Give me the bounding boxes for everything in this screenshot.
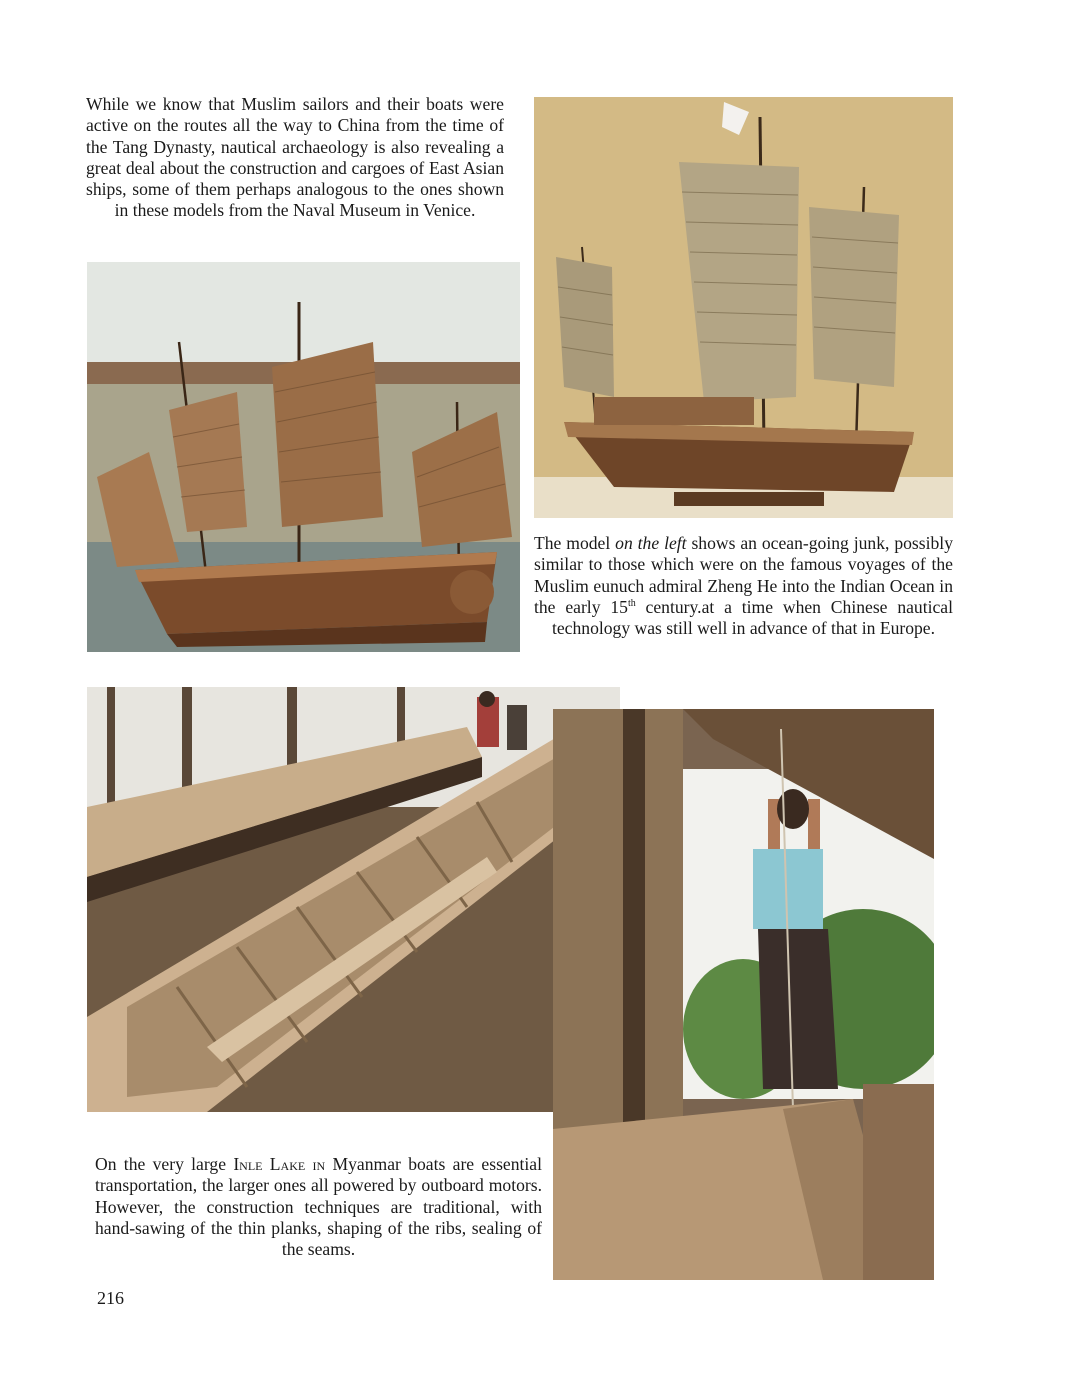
junk-model-caption: The model on the left shows an ocean-going junk, possibly similar to those which were on the famous voyages of the Muslim eunuch admiral Zheng He into the Indian Ocean in the early 15th century.at a time when Chinese nautical technology was still well in advance of that in Europe. [534, 533, 954, 639]
photo-hand-sawing [553, 709, 934, 1280]
photo-junk-model-left [87, 262, 520, 652]
photo-junk-model-right [534, 97, 953, 518]
intro-caption: While we know that Muslim sailors and their boats were active on the routes all the way to China from the time of the Tang Dynasty, nautical archaeology is also revealing a great deal about the construction and cargoes of East Asian ships, some of them perhaps analogous to the ones shown in these models from the Naval Museum in Venice. [86, 94, 504, 221]
photo-boat-construction [87, 687, 620, 1112]
inle-lake-caption: On the very large Inle Lake in Myanmar boats are essential transportation, the larger ones all powered by outboard motors. However, the construction techniques are traditional, with hand-sawing of the thin planks, shaping of the ribs, sealing of the seams. [95, 1154, 542, 1260]
page-number: 216 [97, 1288, 124, 1308]
